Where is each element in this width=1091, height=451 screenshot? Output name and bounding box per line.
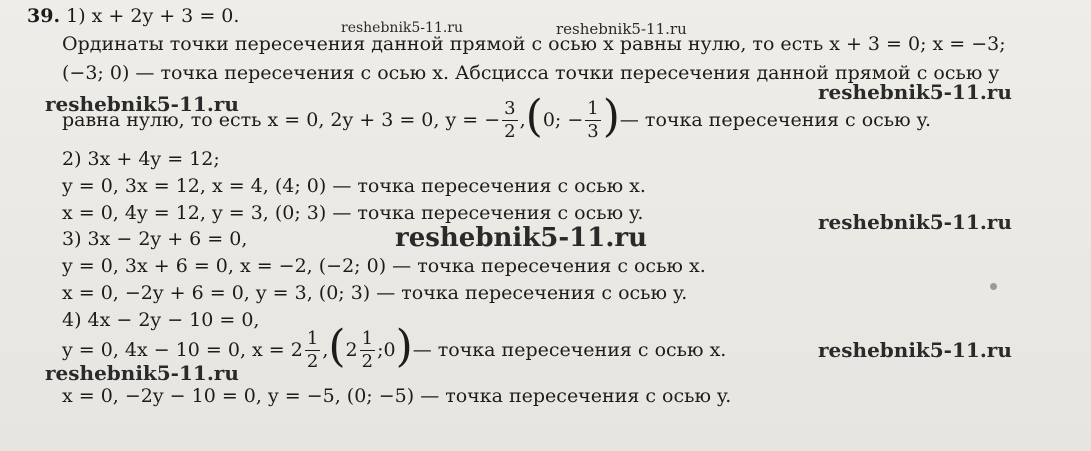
text-segment: y = 0, 4x − 10 = 0, x = 2 (62, 338, 303, 361)
text-segment: , (519, 108, 526, 131)
point-segment: 0; − (542, 108, 584, 131)
part4-equation: 4) 4x − 2y − 10 = 0, (62, 309, 260, 331)
denominator: 2 (306, 350, 319, 372)
numerator: 3 (504, 97, 516, 119)
fraction (585, 97, 600, 142)
watermark: reshebnik5-11.ru (818, 338, 1012, 362)
numerator: 1 (361, 327, 374, 349)
watermark: reshebnik5-11.ru (395, 223, 648, 253)
text-line: y = 0, 3x + 6 = 0, x = −2, (−2; 0) — точка пересечения с осью x. (62, 255, 706, 277)
denominator: 2 (504, 120, 516, 142)
problem-header (27, 7, 239, 26)
numerator: 1 (587, 97, 599, 119)
text-line: Ординаты точки пересечения данной прямой с осью x равны нулю, то есть x + 3 = 0; x = −3; (62, 33, 1006, 55)
point-segment: ;0 (377, 338, 396, 361)
text-line: x = 0, −2y + 6 = 0, y = 3, (0; 3) — точка пересечения с осью y. (62, 282, 688, 304)
problem-number: 39. (27, 5, 61, 27)
watermark: reshebnik5-11.ru (45, 92, 239, 116)
text-segment: — точка пересечения с осью x. (412, 338, 727, 361)
watermark: reshebnik5-11.ru (556, 20, 687, 38)
ink-spot (990, 283, 997, 290)
text-segment: , (322, 338, 329, 361)
fraction (305, 327, 320, 372)
right-paren: ) (395, 321, 413, 372)
fraction (360, 327, 375, 372)
right-paren: ) (602, 91, 620, 142)
part1-equation: 1) x + 2y + 3 = 0. (66, 5, 240, 27)
text-segment: — точка пересечения с осью y. (619, 108, 931, 131)
watermark: reshebnik5-11.ru (818, 80, 1012, 104)
fraction (502, 97, 517, 142)
denominator: 2 (361, 350, 374, 372)
part2-equation: 2) 3x + 4y = 12; (62, 148, 220, 170)
text-line (62, 91, 931, 142)
denominator: 3 (587, 120, 599, 142)
whole-part: 2 (345, 338, 358, 361)
text-line: x = 0, −2y − 10 = 0, y = −5, (0; −5) — точка пересечения с осью y. (62, 385, 732, 407)
part3-equation: 3) 3x − 2y + 6 = 0, (62, 228, 248, 250)
left-paren: ( (525, 91, 543, 142)
text-line: (−3; 0) — точка пересечения с осью x. Абсцисса точки пересечения данной прямой с осью y (62, 62, 1000, 84)
numerator: 1 (306, 327, 319, 349)
text-segment: равна нулю, то есть x = 0, 2y + 3 = 0, y = − (62, 108, 501, 131)
mixed-number (345, 327, 378, 372)
watermark: reshebnik5-11.ru (341, 20, 464, 36)
text-line: x = 0, 4y = 12, y = 3, (0; 3) — точка пересечения с осью y. (62, 202, 644, 224)
text-line: y = 0, 3x = 12, x = 4, (4; 0) — точка пересечения с осью x. (62, 175, 646, 197)
watermark: reshebnik5-11.ru (818, 210, 1012, 234)
watermark: reshebnik5-11.ru (45, 361, 239, 385)
text-line (62, 321, 727, 372)
left-paren: ( (328, 321, 346, 372)
